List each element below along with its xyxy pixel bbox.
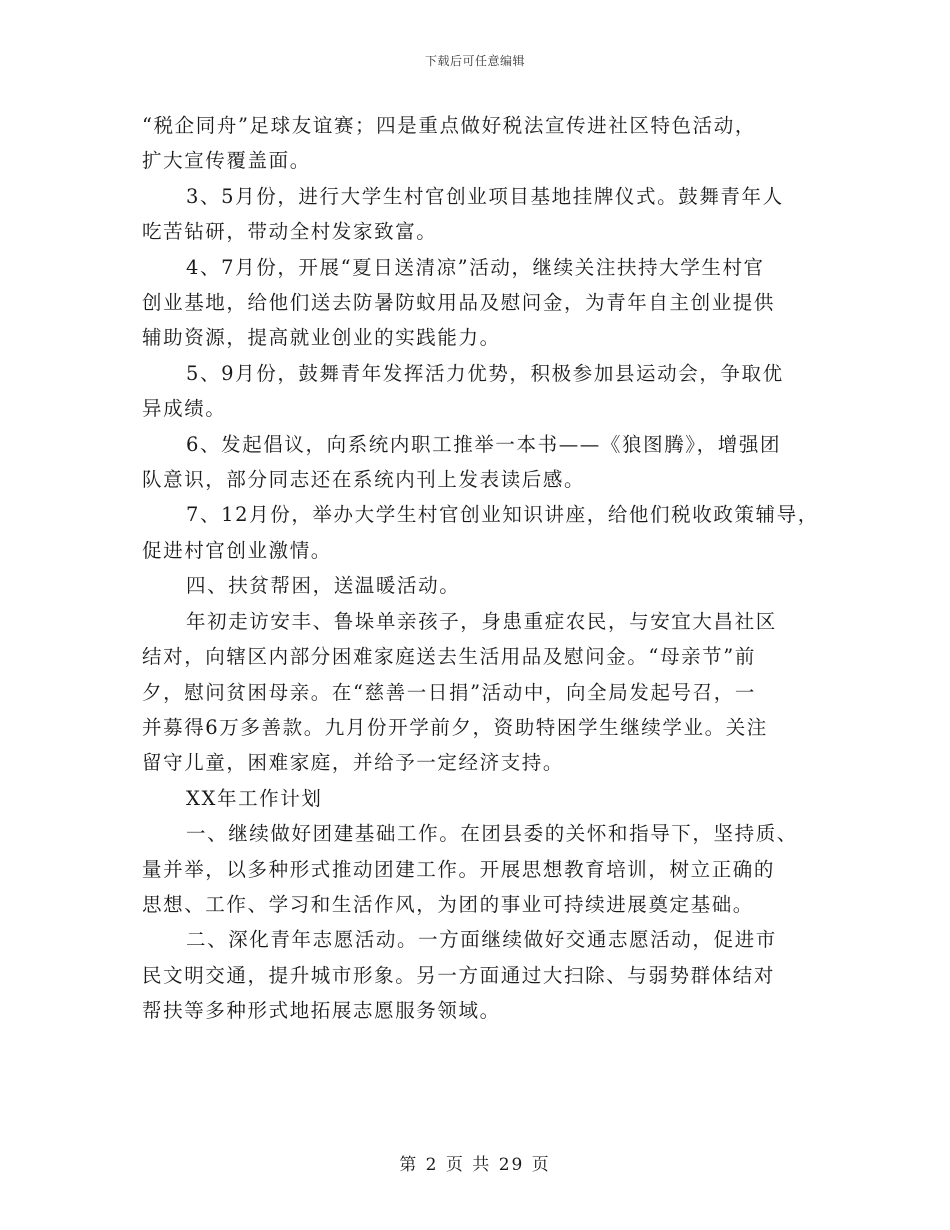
text-line: 民文明交通，提升城市形象。另一方面通过大扫除、与弱势群体结对 bbox=[142, 963, 776, 987]
text-line: 思想、工作、学习和生活作风，为团的事业可持续进展奠定基础。 bbox=[142, 892, 754, 916]
text-line: 帮扶等多种形式地拓展志愿服务领域。 bbox=[142, 999, 501, 1023]
text-line: 吃苦钻研，带动全村发家致富。 bbox=[142, 220, 438, 244]
text-line: 留守儿童，困难家庭，并给予一定经济支持。 bbox=[142, 751, 565, 775]
text-line: 辅助资源，提高就业创业的实践能力。 bbox=[142, 326, 501, 350]
document-body bbox=[142, 108, 842, 1029]
text-line: 6、发起倡议，向系统内职工推举一本书——《狼图腾》，增强团 bbox=[186, 432, 782, 456]
text-line: 5、9月份，鼓舞青年发挥活力优势，积极参加县运动会，争取优 bbox=[186, 361, 784, 385]
text-line: 异成绩。 bbox=[142, 397, 227, 421]
text-line: 四、扶贫帮困，送温暖活动。 bbox=[186, 574, 461, 598]
text-line: 量并举，以多种形式推动团建工作。开展思想教育培训，树立正确的 bbox=[142, 857, 776, 881]
text-line: 4、7月份，开展“夏日送清凉”活动，继续关注扶持大学生村官 bbox=[186, 255, 765, 279]
text-line: 结对，向辖区内部分困难家庭送去生活用品及慰问金。“母亲节”前 bbox=[142, 645, 756, 669]
text-line: 并募得6万多善款。九月份开学前夕，资助特困学生继续学业。关注 bbox=[142, 715, 768, 739]
text-line: “税企同舟”足球友谊赛；四是重点做好税法宣传进社区特色活动， bbox=[142, 114, 756, 137]
text-line: 促进村官创业激情。 bbox=[142, 538, 332, 562]
text-line: 创业基地，给他们送去防暑防蚊用品及慰问金，为青年自主创业提供 bbox=[142, 291, 776, 315]
text-line: 3、5月份，进行大学生村官创业项目基地挂牌仪式。鼓舞青年人 bbox=[186, 184, 784, 208]
text-line: 一、继续做好团建基础工作。在团县委的关怀和指导下，坚持质、 bbox=[186, 822, 798, 846]
text-line: 扩大宣传覆盖面。 bbox=[142, 149, 311, 173]
text-line: 夕，慰问贫困母亲。在“慈善一日捐”活动中，向全局发起号召，一 bbox=[142, 680, 756, 704]
page-header: 下载后可任意编辑 bbox=[424, 54, 525, 68]
text-line: XX年工作计划 bbox=[186, 786, 323, 810]
page-footer: 第 2 页 共 29 页 bbox=[399, 1155, 551, 1175]
text-line: 二、深化青年志愿活动。一方面继续做好交通志愿活动，促进市 bbox=[186, 928, 777, 952]
text-line: 队意识，部分同志还在系统内刊上发表读后感。 bbox=[142, 468, 586, 492]
text-line: 7、12月份，举办大学生村官创业知识讲座，给他们税收政策辅导， bbox=[186, 503, 819, 527]
text-line: 年初走访安丰、鲁垛单亲孩子，身患重症农民，与安宜大昌社区 bbox=[186, 609, 777, 633]
